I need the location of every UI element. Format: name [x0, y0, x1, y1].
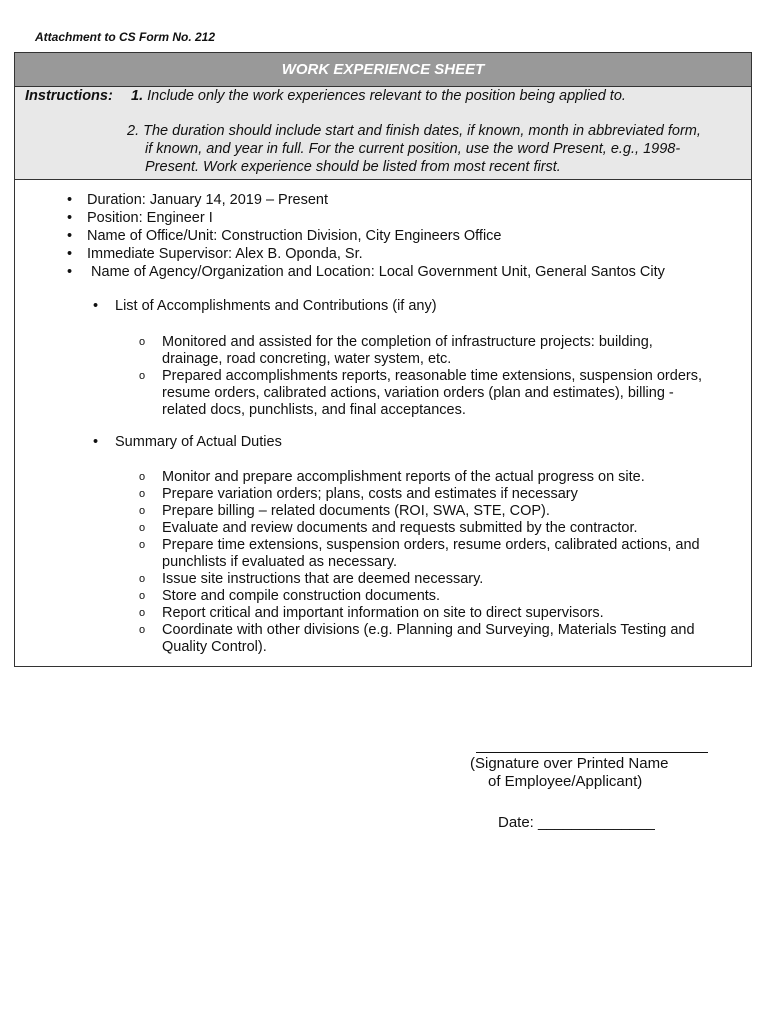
item-line: Issue site instructions that are deemed necessary. — [162, 571, 484, 587]
detail-text: Name of Agency/Organization and Location: Local Government Unit, General Santos City — [87, 264, 665, 280]
item-line: punchlists if evaluated as necessary. — [162, 554, 398, 570]
work-experience-sheet — [14, 52, 752, 667]
duties-section — [91, 433, 731, 451]
detail-text: Position: Engineer I — [87, 210, 213, 226]
duties-heading — [91, 433, 731, 451]
item-line: Prepare time extensions, suspension orders, resume orders, calibrated actions, and — [162, 537, 700, 553]
detail-position — [65, 209, 745, 227]
accomplishments-heading — [91, 297, 731, 315]
details-list — [65, 191, 745, 281]
heading-text: List of Accomplishments and Contributions (if any) — [115, 298, 437, 314]
list-item — [139, 469, 739, 486]
list-item — [139, 520, 739, 537]
bullet-icon: • — [67, 264, 73, 280]
instruction-1 — [131, 88, 626, 104]
list-item — [139, 605, 739, 622]
circle-bullet-icon: o — [139, 336, 146, 348]
bullet-icon: • — [93, 298, 99, 314]
sheet-title: WORK EXPERIENCE SHEET — [15, 53, 751, 87]
instructions-box — [15, 87, 751, 180]
instruction-2-line3: Present. Work experience should be listed from most recent first. — [145, 159, 561, 175]
instruction-1-number: 1. — [131, 88, 144, 104]
item-line: Report critical and important information on site to direct supervisors. — [162, 605, 604, 621]
circle-bullet-icon: o — [139, 505, 146, 517]
list-item — [139, 622, 739, 656]
item-line: Monitored and assisted for the completion of infrastructure projects: building, — [162, 334, 653, 350]
instruction-2-line1: 2. The duration should include start and finish dates, if known, month in abbreviated form, — [127, 123, 701, 139]
instruction-2-line2: if known, and year in full. For the current position, use the word Present, e.g., 1998- — [145, 141, 681, 157]
circle-bullet-icon: o — [139, 624, 146, 636]
date-field: Date: ______________ — [498, 814, 655, 831]
item-line: drainage, road concreting, water system, etc. — [162, 351, 452, 367]
instructions-label: Instructions: — [25, 88, 113, 104]
list-item — [139, 486, 739, 503]
detail-text: Duration: January 14, 2019 – Present — [87, 192, 329, 208]
circle-bullet-icon: o — [139, 522, 146, 534]
detail-agency — [65, 263, 745, 281]
circle-bullet-icon: o — [139, 590, 146, 602]
list-item — [139, 571, 739, 588]
item-line: related docs, punchlists, and final acceptances. — [162, 402, 466, 418]
item-line: Prepared accomplishments reports, reasonable time extensions, suspension orders, — [162, 368, 702, 384]
list-item — [139, 537, 739, 571]
attachment-label: Attachment to CS Form No. 212 — [35, 30, 216, 44]
bullet-icon: • — [67, 228, 73, 244]
item-line: Quality Control). — [162, 639, 267, 655]
item-line: Store and compile construction documents. — [162, 588, 441, 604]
list-item — [139, 334, 739, 368]
item-line: Prepare billing – related documents (ROI, SWA, STE, COP). — [162, 503, 550, 519]
item-line: resume orders, calibrated actions, variation orders (plan and estimates), billing - — [162, 385, 674, 401]
bullet-icon: • — [67, 210, 73, 226]
signature-caption-line1: (Signature over Printed Name — [470, 755, 669, 772]
list-item — [139, 588, 739, 605]
instruction-1-text: Include only the work experiences relevant to the position being applied to. — [147, 88, 626, 104]
item-line: Monitor and prepare accomplishment reports of the actual progress on site. — [162, 469, 645, 485]
bullet-icon: • — [67, 192, 73, 208]
circle-bullet-icon: o — [139, 573, 146, 585]
item-line: Evaluate and review documents and requests submitted by the contractor. — [162, 520, 638, 536]
signature-line — [476, 738, 708, 753]
detail-text: Immediate Supervisor: Alex B. Oponda, Sr. — [87, 246, 363, 262]
circle-bullet-icon: o — [139, 607, 146, 619]
detail-text: Name of Office/Unit: Construction Division, City Engineers Office — [87, 228, 502, 244]
detail-office — [65, 227, 745, 245]
circle-bullet-icon: o — [139, 539, 146, 551]
bullet-icon: • — [93, 434, 99, 450]
circle-bullet-icon: o — [139, 370, 146, 382]
item-line: Prepare variation orders; plans, costs and estimates if necessary — [162, 486, 578, 502]
signature-caption-line2: of Employee/Applicant) — [488, 773, 643, 790]
list-item — [139, 503, 739, 520]
item-line: Coordinate with other divisions (e.g. Planning and Surveying, Materials Testing and — [162, 622, 695, 638]
accomplishments-list — [139, 334, 739, 419]
detail-supervisor — [65, 245, 745, 263]
detail-duration — [65, 191, 745, 209]
heading-text: Summary of Actual Duties — [115, 434, 282, 450]
duties-list — [139, 469, 739, 656]
accomplishments-section — [91, 297, 731, 315]
circle-bullet-icon: o — [139, 488, 146, 500]
instruction-2 — [127, 122, 747, 176]
bullet-icon: • — [67, 246, 73, 262]
list-item — [139, 368, 739, 419]
circle-bullet-icon: o — [139, 471, 146, 483]
